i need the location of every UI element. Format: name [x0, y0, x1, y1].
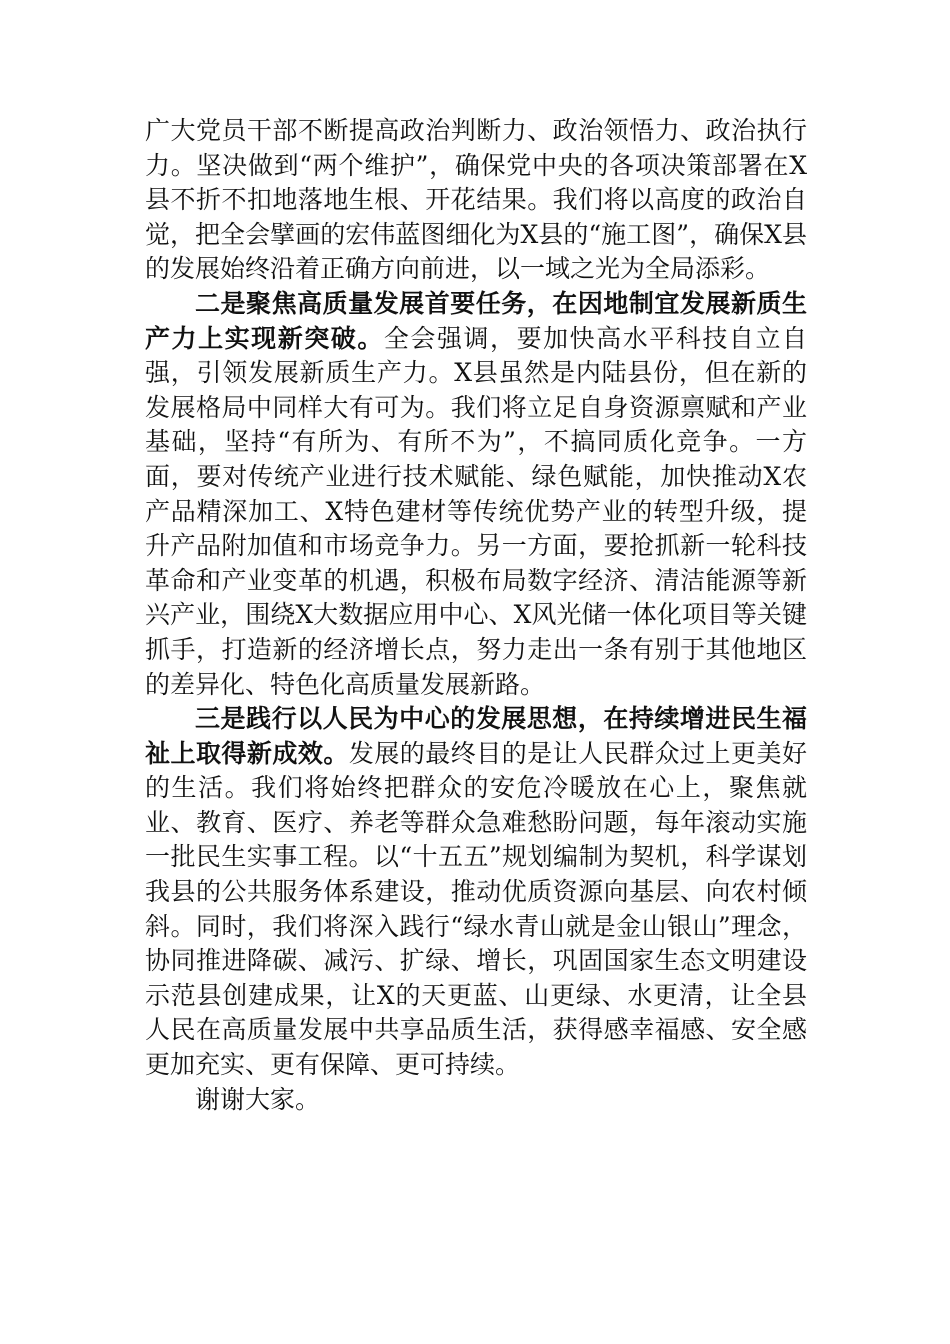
- paragraph-2: [145, 287, 807, 702]
- paragraph-1: 广大党员干部不断提高政治判断力、政治领悟力、政治执行力。坚决做到“两个维护”，确保党中央的各项决策部署在X县不折不扣地落地生根、开花结果。我们将以高度的政治自觉，把全会擘画的宏伟蓝图细化为X县的“施工图”，确保X县的发展始终沿着正确方向前进，以一域之光为全局添彩。: [145, 116, 807, 284]
- paragraph-2-lead: 二是聚焦高质量发展首要任务，在因地制宜发展新质生产力上实现新突破。: [145, 288, 807, 353]
- closing-line: 谢谢大家。: [195, 1084, 321, 1114]
- paragraph-2-body: 全会强调，要加快高水平科技自立自强，引领发展新质生产力。X县虽然是内陆县份，但在新的发展格局中同样大有可为。我们将立足自身资源禀赋和产业基础，坚持“有所为、有所不为”，不搞同质化竞争。一方面，要对传统产业进行技术赋能、绿色赋能，加快推动X农产品精深加工、X特色建材等传统优势产业的转型升级，提升产品附加值和市场竞争力。另一方面，要抢抓新一轮科技革命和产业变革的机遇，积极布局数字经济、清洁能源等新兴产业，围绕X大数据应用中心、X风光储一体化项目等关键抓手，打造新的经济增长点，努力走出一条有别于其他地区的差异化、特色化高质量发展新路。: [145, 323, 807, 699]
- paragraph-3: [145, 702, 807, 1083]
- document-body: [145, 114, 807, 1117]
- paragraph-3-lead: 三是践行以人民为中心的发展思想，在持续增进民生福祉上取得新成效。: [145, 704, 807, 768]
- paragraph-3-body: 发展的最终目的是让人民群众过上更美好的生活。我们将始终把群众的安危冷暖放在心上，聚焦就业、教育、医疗、养老等群众急难愁盼问题，每年滚动实施一批民生实事工程。以“十五五”规划编制为契机，科学谋划我县的公共服务体系建设，推动优质资源向基层、向农村倾斜。同时，我们将深入践行“绿水青山就是金山银山”理念，协同推进降碳、减污、扩绿、增长，巩固国家生态文明建设示范县创建成果，让X的天更蓝、山更绿、水更清，让全县人民在高质量发展中共享品质生活，获得感幸福感、安全感更加充实、更有保障、更可持续。: [145, 738, 807, 1080]
